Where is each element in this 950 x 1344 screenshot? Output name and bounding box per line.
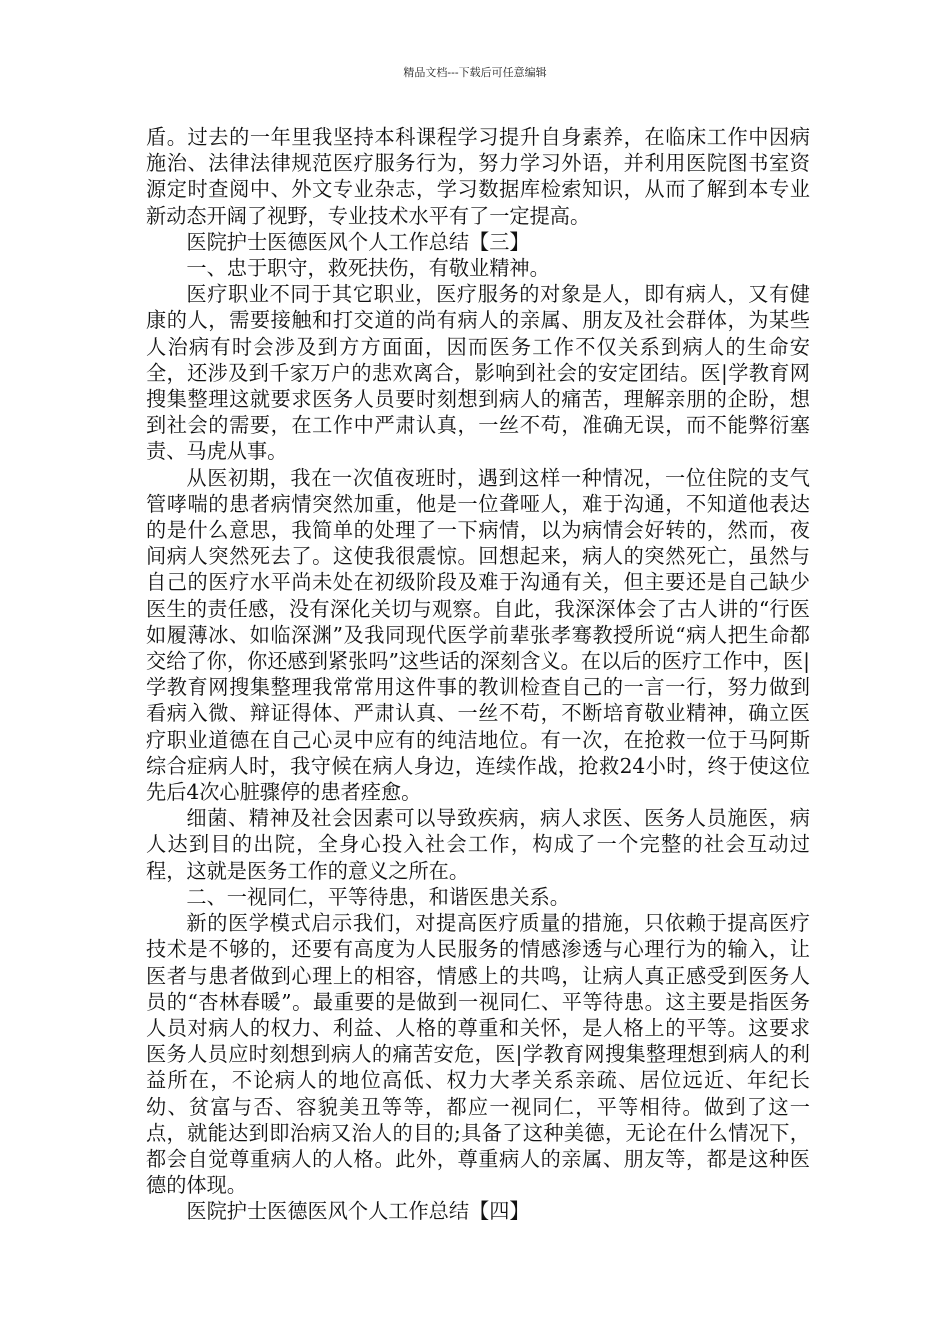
paragraph-continuation: 盾。过去的一年里我坚持本科课程学习提升自身素养，在临床工作中因病施治、法律法律规范医疗服务行为，努力学习外语，并利用医院图书室资源定时查阅中、外文专业杂志，学习数据库检索知识，从而了解到本专业新动态开阔了视野，专业技术水平有了一定提高。 xyxy=(146,125,810,228)
section-title-four: 医院护士医德医风个人工作总结【四】 xyxy=(186,1199,530,1224)
document-body xyxy=(146,124,810,1225)
subheading-one: 一、忠于职守，救死扶伤，有敬业精神。 xyxy=(186,256,550,281)
paragraph: 从医初期，我在一次值夜班时，遇到这样一种情况，一位住院的支气管哮喘的患者病情突然加重，他是一位聋哑人，难于沟通，不知道他表达的是什么意思，我简单的处理了一下病情，以为病情会好转的，然而，夜间病人突然死去了。这使我很震惊。回想起来，病人的突然死亡，虽然与自己的医疗水平尚未处在初级阶段及难于沟通有关，但主要还是自己缺少医生的责任感，没有深化关切与观察。自此，我深深体会了古人讲的“行医如履薄冰、如临深渊”及我同现代医学前辈张孝骞教授所说“病人把生命都交给了你，你还感到紧张吗”这些话的深刻含义。在以后的医疗工作中，医|学教育网搜集整理我常常用这件事的教训检查自己的一言一行，努力做到看病入微、辩证得体、严肃认真、一丝不苟，不断培育敬业精神，确立医疗职业道德在自己心灵中应有的纯洁地位。有一次，在抢救一位于马阿斯综合症病人时，我守候在病人身边，连续作战，抢救24小时，终于使这位先后4次心脏骤停的患者痊愈。 xyxy=(146,465,810,805)
paragraph: 细菌、精神及社会因素可以导致疾病，病人求医、医务人员施医，病人达到目的出院，全身心投入社会工作，构成了一个完整的社会互动过程，这就是医务工作的意义之所在。 xyxy=(146,806,810,883)
paragraph: 医疗职业不同于其它职业，医疗服务的对象是人，即有病人，又有健康的人，需要接触和打交道的尚有病人的亲属、朋友及社会群体，为某些人治病有时会涉及到方方面面，因而医务工作不仅关系到病人的生命安全，还涉及到千家万户的悲欢离合，影响到社会的安定团结。医|学教育网搜集整理这就要求医务人员要时刻想到病人的痛苦，理解亲朋的企盼，想到社会的需要，在工作中严肃认真，一丝不苟，准确无误，而不能弊衍塞责、马虎从事。 xyxy=(146,282,810,464)
page-header: 精品文档---下载后可任意编辑 xyxy=(403,66,547,79)
subheading-two: 二、一视同仁，平等待患，和谐医患关系。 xyxy=(186,884,570,909)
paragraph: 新的医学模式启示我们，对提高医疗质量的措施，只依赖于提高医疗技术是不够的，还要有高度为人民服务的情感渗透与心理行为的输入，让医者与患者做到心理上的相容，情感上的共鸣，让病人真正感受到医务人员的“杏林春暖”。最重要的是做到一视同仁、平等待患。这主要是指医务人员对病人的权力、利益、人格的尊重和关怀，是人格上的平等。这要求医务人员应时刻想到病人的痛苦安危，医|学教育网搜集整理想到病人的利益所在，不论病人的地位高低、权力大孝关系亲疏、居位远近、年纪长幼、贫富与否、容貌美丑等等，都应一视同仁，平等相待。做到了这一点，就能达到即治病又治人的目的;具备了这种美德，无论在什么情况下，都会自觉尊重病人的人格。此外，尊重病人的亲属、朋友等，都是这种医德的体现。 xyxy=(146,911,810,1198)
section-title-three: 医院护士医德医风个人工作总结【三】 xyxy=(186,229,530,254)
